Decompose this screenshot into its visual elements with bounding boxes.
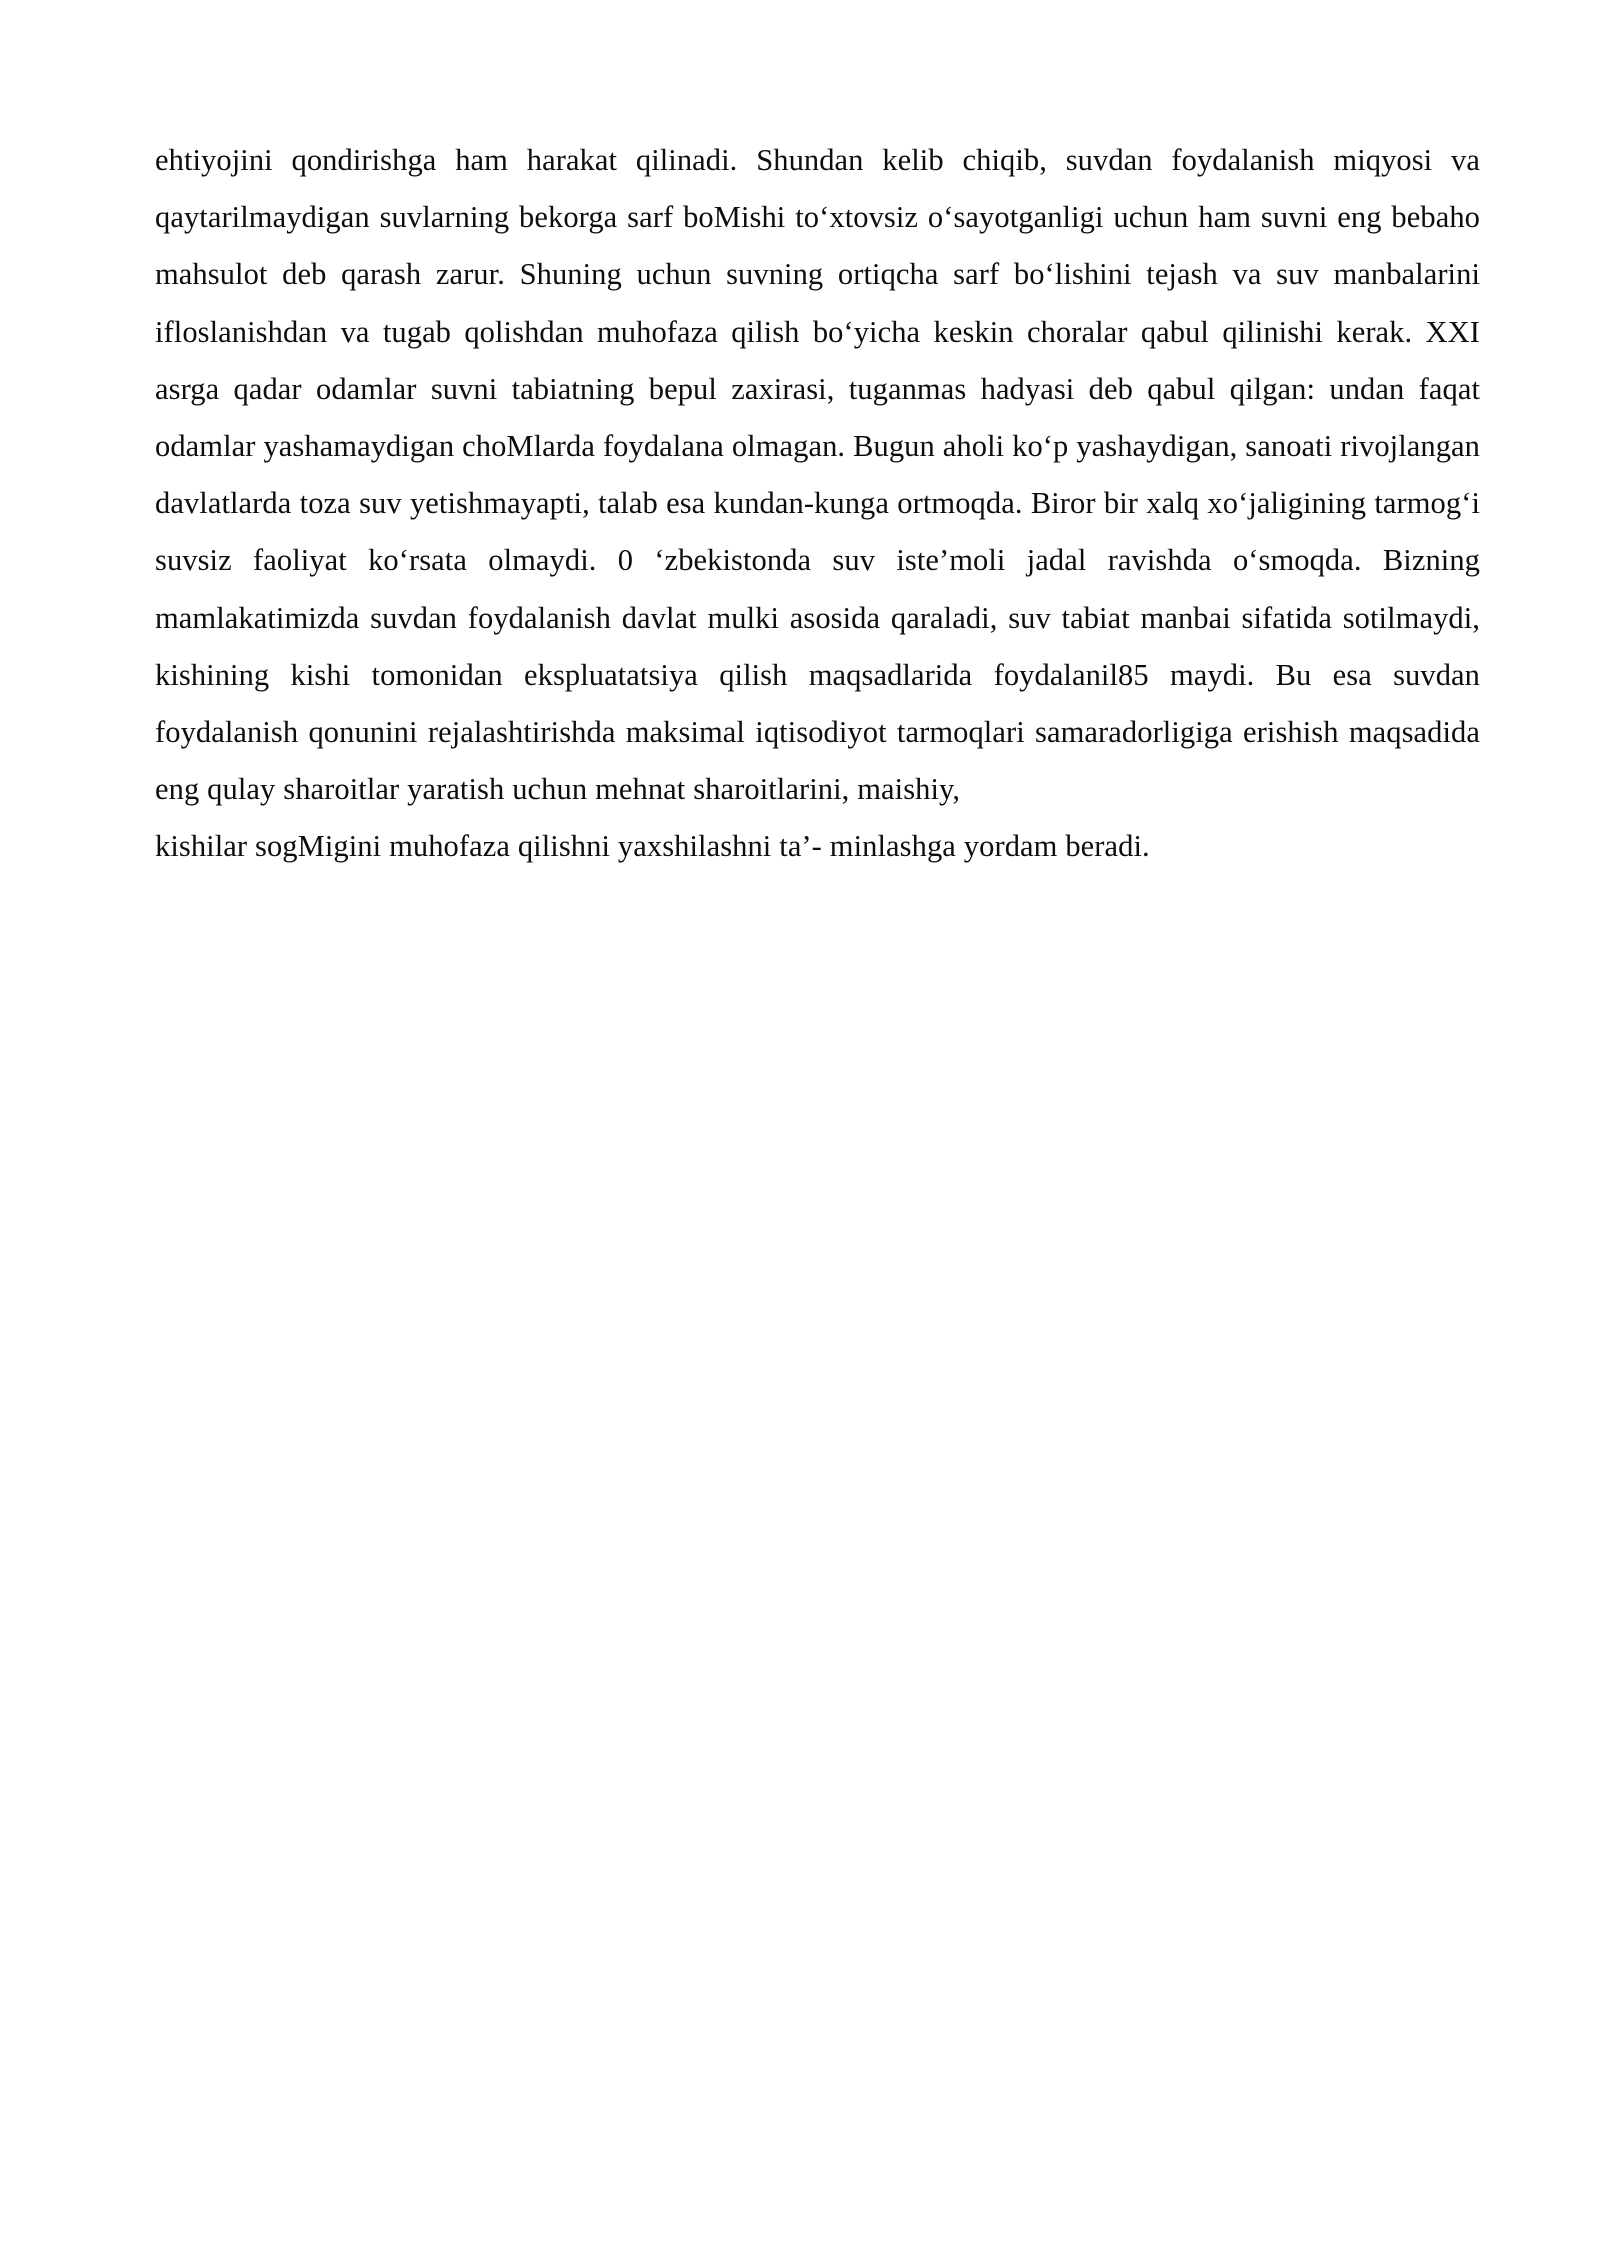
body-text-block — [155, 132, 1480, 933]
paragraph-text: ehtiyojini qondirishga ham harakat qilinadi. Shundan kelib chiqib, suvdan foydalanish miqyosi va qaytarilmaydigan suvlarning bekorga sarf boMishi to‘xtovsiz o‘sayotganligi uchun ham suvni eng bebaho mahsulot deb qarash zarur. Shuning uchun suvning ortiqcha sarf bo‘lishini tejash va suv manbalarini ifloslanishdan va tugab qolishdan muhofaza qilish bo‘yicha keskin choralar qabul qilinishi kerak. XXI asrga qadar odamlar suvni tabiatning bepul zaxirasi, tuganmas hadyasi deb qabul qilgan: undan faqat odamlar yashamaydigan choMlarda foydalana olmagan. Bugun aholi ko‘p yashaydigan, sanoati rivojlangan davlatlarda toza suv yetishmayapti, talab esa kundan-kunga ortmoqda. Biror bir xalq xo‘jaligining tarmog‘i suvsiz faoliyat ko‘rsata olmaydi. 0 ‘zbekistonda suv iste’moli jadal ravishda o‘smoqda. Bizning mamlakatimizda suvdan foydalanish davlat mulki asosida qaraladi, suv tabiat manbai sifatida sotilmaydi, kishining kishi tomonidan ekspluatatsiya qilish maqsadlarida foydalanil85 maydi. Bu esa suvdan foydalanish qonunini rejalashtirishda maksimal iqtisodiyot tarmoqlari samaradorligiga erishish maqsadida eng qulay sharoitlar yaratish uchun mehnat sharoitlarini, maishiy, — [155, 143, 1480, 807]
paragraph-last-line: kishilar sogMigini muhofaza qilishni yaxshilashni ta’- minlashga yordam beradi. — [155, 829, 1150, 864]
body-paragraph — [155, 132, 1480, 933]
